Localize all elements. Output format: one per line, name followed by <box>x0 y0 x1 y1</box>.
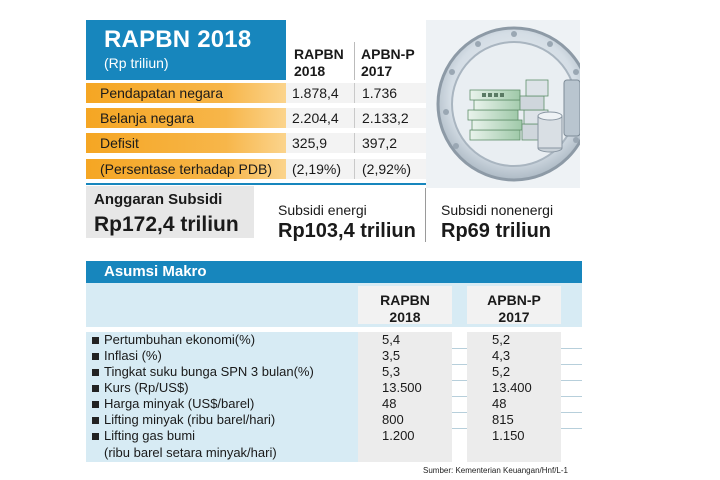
row-label-bar <box>86 133 286 153</box>
value-rapbn-2018: 1.878,4 <box>292 85 339 101</box>
bullet-square-icon <box>92 417 99 424</box>
subsidy-divider <box>425 188 426 242</box>
subsidy-energy-value: Rp103,4 triliun <box>278 220 416 242</box>
cell-bg <box>358 348 452 364</box>
col1-line1: RAPBN <box>380 292 430 308</box>
row-label: Harga minyak (US$/barel) <box>104 396 255 411</box>
col2-line1: APBN-P <box>487 292 541 308</box>
column-divider <box>354 42 355 80</box>
bullet-square-icon <box>92 433 99 440</box>
page-title: RAPBN 2018 <box>104 26 252 53</box>
value-apbnp-2017: 397,2 <box>362 135 398 151</box>
col2-line1: APBN-P <box>361 46 415 62</box>
asumsi-row <box>86 396 582 412</box>
col1-line2: 2018 <box>294 63 326 79</box>
source-note: Sumber: Kementerian Keuangan/Hnf/L-1 <box>423 466 568 475</box>
asumsi-row <box>86 332 582 348</box>
row-label: Defisit <box>100 135 139 151</box>
row-label: (Persentase terhadap PDB) <box>100 161 272 177</box>
value-rapbn-2018: 13.500 <box>382 380 422 395</box>
col2-line2: 2017 <box>361 63 393 79</box>
value-rapbn-2018: 2.204,4 <box>292 110 339 126</box>
cell-divider <box>354 133 355 153</box>
col2-line2: 2017 <box>498 309 530 325</box>
asumsi-column-header-apbnp-2017 <box>467 292 561 326</box>
vault-money-illustration <box>426 20 580 188</box>
cell-bg <box>467 396 561 412</box>
value-apbnp-2017: 5,2 <box>492 364 511 379</box>
value-apbnp-2017: 1.736 <box>362 85 398 101</box>
value-rapbn-2018: 325,9 <box>292 135 328 151</box>
value-rapbn-2018: (2,19%) <box>292 161 342 177</box>
asumsi-row <box>86 412 582 428</box>
bullet-square-icon <box>92 385 99 392</box>
section-rule <box>86 183 426 185</box>
row-label-line2: (ribu barel setara minyak/hari) <box>104 445 277 460</box>
value-rapbn-2018: 5,4 <box>382 332 401 347</box>
row-label: Pendapatan negara <box>100 85 223 101</box>
cell-bg <box>467 364 561 380</box>
value-apbnp-2017: 13.400 <box>492 380 532 395</box>
asumsi-row <box>86 364 582 380</box>
row-label: Lifting gas bumi <box>104 428 196 443</box>
value-rapbn-2018: 800 <box>382 412 404 427</box>
cell-bg <box>467 332 561 348</box>
bullet-square-icon <box>92 337 99 344</box>
value-rapbn-2018: 5,3 <box>382 364 401 379</box>
cell-bg <box>467 412 561 428</box>
value-apbnp-2017: 48 <box>492 396 507 411</box>
column-header-apbnp-2017 <box>361 46 415 80</box>
value-apbnp-2017: 815 <box>492 412 514 427</box>
asumsi-makro-title: Asumsi Makro <box>104 263 207 280</box>
budget-row-persentase-pdb <box>86 159 426 179</box>
subsidy-energy-label: Subsidi energi <box>278 202 367 218</box>
row-label: Belanja negara <box>100 110 195 126</box>
cell-bg <box>358 332 452 348</box>
value-rapbn-2018: 1.200 <box>382 428 415 443</box>
value-apbnp-2017: 1.150 <box>492 428 525 443</box>
bullet-square-icon <box>92 353 99 360</box>
row-label: Inflasi (%) <box>104 348 162 363</box>
subsidy-nonenergy-value: Rp69 triliun <box>441 220 552 242</box>
row-label-bar <box>86 159 286 179</box>
budget-row-belanja <box>86 108 426 128</box>
cell-bg <box>358 396 452 412</box>
cell-divider <box>354 159 355 179</box>
bullet-square-icon <box>92 369 99 376</box>
row-label: Tingkat suku bunga SPN 3 bulan(%) <box>104 364 314 379</box>
value-apbnp-2017: 5,2 <box>492 332 511 347</box>
cell-bg <box>467 348 561 364</box>
row-label: Lifting minyak (ribu barel/hari) <box>104 412 276 427</box>
cell-divider <box>354 83 355 103</box>
subsidy-total-label: Anggaran Subsidi <box>94 191 223 208</box>
bullet-square-icon <box>92 401 99 408</box>
column-header-rapbn-2018 <box>294 46 344 80</box>
cell-bg <box>358 364 452 380</box>
row-label: Kurs (Rp/US$) <box>104 380 189 395</box>
asumsi-row <box>86 348 582 364</box>
value-rapbn-2018: 48 <box>382 396 397 411</box>
subsidy-total-value: Rp172,4 triliun <box>94 213 239 236</box>
value-apbnp-2017: 4,3 <box>492 348 511 363</box>
subsidy-nonenergy-label: Subsidi nonenergi <box>441 202 554 218</box>
col1-line2: 2018 <box>389 309 421 325</box>
cell-divider <box>354 108 355 128</box>
budget-row-pendapatan <box>86 83 426 103</box>
row-label: Pertumbuhan ekonomi(%) <box>104 332 256 347</box>
asumsi-row <box>86 428 582 462</box>
cell-bg <box>358 412 452 428</box>
value-apbnp-2017: (2,92%) <box>362 161 412 177</box>
row-label-bar <box>86 83 286 103</box>
asumsi-row <box>86 380 582 396</box>
value-rapbn-2018: 3,5 <box>382 348 401 363</box>
value-apbnp-2017: 2.133,2 <box>362 110 409 126</box>
row-label-bar <box>86 108 286 128</box>
asumsi-column-header-rapbn-2018 <box>358 292 452 326</box>
col1-line1: RAPBN <box>294 46 344 62</box>
page-subtitle: (Rp triliun) <box>104 55 169 71</box>
budget-row-defisit <box>86 133 426 153</box>
